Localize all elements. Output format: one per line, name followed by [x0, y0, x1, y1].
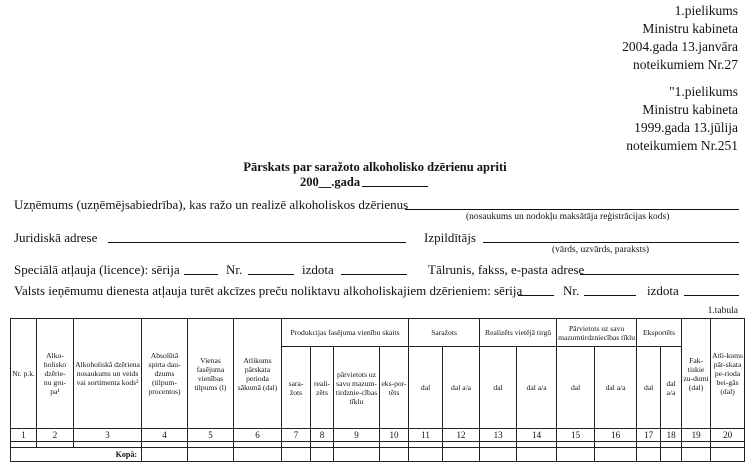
total-cell[interactable]: [188, 448, 234, 462]
license-issued-label: izdota: [302, 262, 334, 277]
license-series-field[interactable]: [184, 274, 218, 275]
column-number: 13: [480, 429, 517, 442]
regulation-number: noteikumiem Nr.27: [633, 57, 738, 72]
total-cell[interactable]: [595, 448, 637, 462]
phone-label: Tālrunis, fakss, e-pasta adrese: [428, 262, 585, 277]
unit-realized-dal: dal: [480, 347, 517, 429]
year-blank-line[interactable]: [362, 186, 428, 187]
header-production-group: Produkcijas fasējuma vienību skaits: [282, 319, 409, 347]
header-pk: Nr. p.k.: [11, 319, 37, 429]
regulation-old-number: noteikumiem Nr.251: [626, 138, 738, 153]
column-number: 7: [282, 429, 311, 442]
header-spirit: Absolūtā spirta dau-dzums (tilpum-procentos): [142, 319, 188, 429]
column-number: 8: [311, 429, 334, 442]
column-number: 20: [711, 429, 745, 442]
total-cell[interactable]: [682, 448, 711, 462]
column-number: 15: [557, 429, 595, 442]
column-number: 4: [142, 429, 188, 442]
column-number: 9: [334, 429, 380, 442]
header-balance-start: Atlikums pārskata perioda sākumā (dal): [234, 319, 282, 429]
total-row: [11, 448, 745, 462]
total-cell[interactable]: [234, 448, 282, 462]
annex-label: 1.pielikums: [674, 3, 738, 18]
column-number: 10: [380, 429, 409, 442]
total-label: Kopā:: [11, 448, 142, 462]
header-exported-group: Eksportēts: [637, 319, 682, 347]
total-cell[interactable]: [637, 448, 661, 462]
executor-field[interactable]: [483, 242, 739, 243]
total-cell[interactable]: [311, 448, 334, 462]
license-nr-label: Nr.: [226, 262, 243, 277]
company-field[interactable]: [405, 209, 739, 210]
column-number: 19: [682, 429, 711, 442]
vid-issued-field[interactable]: [684, 295, 739, 296]
column-number: 2: [37, 429, 74, 442]
sub-produced: sara-žots: [282, 347, 311, 429]
column-number: 17: [637, 429, 661, 442]
column-number: 11: [409, 429, 443, 442]
annex-old-label: "1.pielikums: [669, 84, 738, 99]
total-cell[interactable]: [443, 448, 480, 462]
address-label: Juridiskā adrese: [14, 230, 98, 245]
unit-exported-dal: dal: [637, 347, 661, 429]
sub-consumption: pārvietots uz savu mazum-tirdznie-cības tīklu: [334, 347, 380, 429]
vid-issued-label: izdota: [647, 283, 679, 298]
header-volume: Vienas fasējuma vienības tilpums (l): [188, 319, 234, 429]
unit-exported-dal-aa: dal a/a: [661, 347, 682, 429]
column-number: 3: [74, 429, 142, 442]
column-number: 1: [11, 429, 37, 442]
header-realized-group: Realizēts vietējā tirgū: [480, 319, 557, 347]
executor-caption: (vārds, uzvārds, paraksts): [552, 245, 650, 255]
license-number-field[interactable]: [248, 274, 294, 275]
total-cell[interactable]: [334, 448, 380, 462]
header-losses: Fak-tiskie zu-dumi (dal): [682, 319, 711, 429]
column-number: 18: [661, 429, 682, 442]
column-number: 14: [517, 429, 557, 442]
column-number: 12: [443, 429, 480, 442]
header-balance-end: Atli-kums pār-skata pe-rioda bei-gās (dal): [711, 319, 745, 429]
table-label: 1.tabula: [707, 306, 738, 316]
unit-realized-dal-aa: dal a/a: [517, 347, 557, 429]
unit-produced-dal: dal: [409, 347, 443, 429]
vid-permit-label: Valsts ieņēmumu dienesta atļauja turēt akcīzes preču noliktavu alkoholiskajiem dzērieniem: sērija: [14, 283, 523, 298]
unit-moved-dal: dal: [557, 347, 595, 429]
total-cell[interactable]: [711, 448, 745, 462]
cabinet-label: Ministru kabineta: [642, 21, 738, 36]
header-group: Alko- holisko dzērie- nu gru- pa¹: [37, 319, 74, 429]
company-caption: (nosaukums un nodokļu maksātāja reģistrācijas kods): [466, 212, 670, 222]
total-cell[interactable]: [282, 448, 311, 462]
column-number: 6: [234, 429, 282, 442]
total-cell[interactable]: [142, 448, 188, 462]
vid-series-field[interactable]: [518, 295, 554, 296]
report-table: [10, 318, 745, 462]
vid-number-field[interactable]: [584, 295, 636, 296]
page-title: Pārskats par saražoto alkoholisko dzērienu apriti: [243, 160, 507, 174]
license-issued-field[interactable]: [341, 274, 407, 275]
header-name: Alkoholiskā dzēriena nosaukums un veids vai sortimenta kods²: [74, 319, 142, 429]
total-cell[interactable]: [380, 448, 409, 462]
total-cell[interactable]: [517, 448, 557, 462]
header-block: [622, 2, 738, 155]
header-produced-group: Saražots: [409, 319, 480, 347]
company-label: Uzņēmums (uzņēmējsabiedrība), kas ražo un realizē alkoholiskos dzērienus: [14, 197, 409, 212]
total-cell[interactable]: [661, 448, 682, 462]
column-number: 5: [188, 429, 234, 442]
vid-nr-label: Nr.: [563, 283, 580, 298]
total-cell[interactable]: [557, 448, 595, 462]
address-field[interactable]: [108, 242, 406, 243]
column-number-row: [11, 429, 745, 442]
license-label: Speciālā atļauja (licence): sērija: [14, 262, 180, 277]
sub-exported: eks-por-tēts: [380, 347, 409, 429]
column-number: 16: [595, 429, 637, 442]
page-title-year: 200__.gada: [300, 175, 361, 189]
executor-label: Izpildītājs: [424, 230, 476, 245]
sub-realized: reali-zēts: [311, 347, 334, 429]
total-cell[interactable]: [409, 448, 443, 462]
regulation-date: 2004.gada 13.janvāra: [622, 39, 738, 54]
header-moved-group: Pārvietots uz savu mazumtirdzniecības tīklu: [557, 319, 637, 347]
cabinet-old-label: Ministru kabineta: [642, 102, 738, 117]
unit-produced-dal-aa: dal a/a: [443, 347, 480, 429]
phone-field[interactable]: [580, 274, 739, 275]
regulation-old-date: 1999.gada 13.jūlija: [634, 120, 738, 135]
unit-moved-dal-aa: dal a/a: [595, 347, 637, 429]
total-cell[interactable]: [480, 448, 517, 462]
